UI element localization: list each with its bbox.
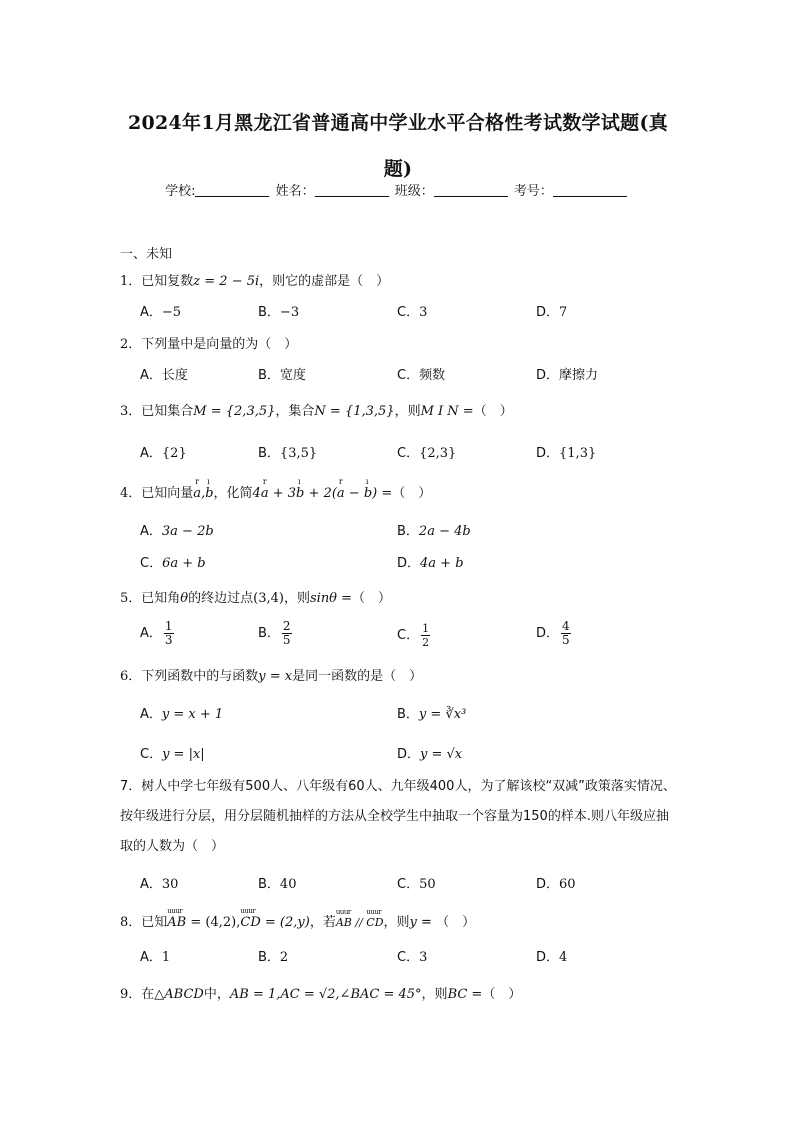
question-text: （ ） [352,591,392,606]
option-value: y = √x [420,747,463,762]
question-text: 的终边过点 [188,591,254,606]
option-c[interactable] [140,743,205,762]
question-5 [120,587,391,606]
option-a[interactable] [140,301,181,320]
option-value: 长度 [161,368,188,383]
vector-expression: 4r a + 3ı b + 2(r a − ı b) = [253,486,393,501]
question-text: 已知集合 [141,404,194,419]
option-b[interactable] [258,442,317,461]
option-label: D． [536,950,560,965]
option-value: 宽度 [279,368,306,383]
option-value: 40 [279,877,297,892]
student-info-line [0,180,794,199]
option-value: 50 [419,877,436,892]
option-value: y = x + 1 [161,707,224,722]
question-number: 8． [120,915,142,930]
question-text: ，化简 [213,486,253,501]
question-number: 6． [120,669,142,684]
option-label: A． [140,368,162,383]
question-text: ，集合 [275,404,315,419]
question-text: 已知复数 [141,274,194,289]
question-text: 已知 [141,915,168,930]
question-text: ，若 [309,915,336,930]
question-text: 下列函数中的与函数 [141,669,259,684]
option-label: A． [140,950,162,965]
option-value: {3,5} [279,446,318,461]
question-4 [120,482,431,501]
option-value: 60 [559,877,576,892]
question-text: ，则 [421,987,448,1002]
question-number: 4． [120,486,142,501]
option-b[interactable] [258,364,306,383]
option-b[interactable] [397,703,466,722]
question-9 [120,983,521,1002]
option-c[interactable] [397,301,427,320]
option-label: D． [397,556,421,571]
question-text: ，则它的虚部是（ ） [259,274,390,289]
option-label: A． [140,626,162,641]
option-value: 1 [161,950,171,965]
denominator: 5 [562,633,570,647]
vector-pair: r a,ı b [193,486,213,501]
option-b[interactable] [258,946,288,965]
option-d[interactable] [536,364,598,383]
question-number: 7． [120,779,142,794]
option-value: {1,3} [559,446,597,461]
question-math: (4,2), [205,915,241,930]
option-value: 7 [559,305,568,320]
option-label: A． [140,877,162,892]
option-b[interactable] [397,520,471,539]
question-text: （ ） [392,486,432,501]
option-a[interactable] [140,946,170,965]
question-text: 在 [141,987,155,1002]
question-number: 2． [120,337,142,352]
option-label: A． [140,446,162,461]
question-math: BC = [447,987,483,1002]
option-b[interactable] [258,873,296,892]
option-label: B． [397,524,419,539]
option-label: A． [140,305,162,320]
option-label: A． [140,524,162,539]
question-math: z = 2 − 5i [193,274,260,289]
option-c[interactable] [397,946,427,965]
option-label: D． [536,368,560,383]
option-label: B． [397,707,419,722]
option-label: C． [397,628,420,643]
denominator: 3 [164,633,173,647]
numerator: 1 [164,619,173,633]
question-math: θ [180,591,189,606]
option-label: D． [536,305,560,320]
numerator: 4 [562,619,570,633]
option-b[interactable] [258,620,294,647]
option-label: C． [397,950,420,965]
name-label: 姓名： [275,184,315,199]
question-text: 是同一函数的是（ ） [292,669,423,684]
question-number: 9． [120,987,142,1002]
section-heading: 一、未知 [120,247,173,262]
option-label: D． [536,446,560,461]
option-a[interactable] [140,703,223,722]
school-label: 学校: [165,184,196,199]
option-value: y = |x| [162,747,205,762]
option-label: D． [397,747,421,762]
question-7 [120,772,680,862]
option-label: C． [397,305,420,320]
option-c[interactable] [397,364,445,383]
option-label: C． [140,556,163,571]
parallel-condition: uuur AB // uuur CD [336,916,384,929]
question-math: △ABCD [154,987,204,1002]
question-3 [120,400,513,419]
question-math: y [409,915,417,930]
numerator: 1 [422,622,430,635]
question-8 [120,911,475,930]
option-label: B． [258,446,280,461]
question-text: = （ ） [416,915,476,930]
option-value: 4 [559,950,568,965]
option-value: 4a + b [420,556,464,571]
option-value: 3a − 2b [161,524,214,539]
option-a[interactable] [140,620,176,647]
option-d[interactable] [536,301,567,320]
question-math: sinθ = [309,591,353,606]
vector-ab: uuur AB = [167,915,205,930]
option-label: B． [258,626,280,641]
option-value: 频数 [419,368,446,383]
option-value: 3 [419,950,428,965]
option-c[interactable] [397,873,436,892]
school-field[interactable] [195,182,269,197]
class-field[interactable] [434,182,508,197]
question-text: ，则 [394,404,421,419]
option-value: −3 [279,305,300,320]
option-a[interactable] [140,364,188,383]
option-value: {2,3} [419,446,457,461]
question-6 [120,665,422,684]
question-text: ，则 [383,915,410,930]
option-value: 3 [419,305,428,320]
denominator: 2 [422,636,430,649]
option-d[interactable] [536,442,596,461]
question-math: N = {1,3,5} [314,404,395,419]
option-label: C． [397,877,420,892]
option-value: y = ∛x³ [418,707,467,722]
option-d[interactable] [536,620,573,647]
question-number: 3． [120,404,142,419]
name-field[interactable] [315,182,389,197]
option-label: B． [258,305,280,320]
question-math: (2,y) [279,915,310,930]
numerator: 2 [282,619,291,633]
question-math: M I N = [420,404,474,419]
question-math: AB = 1,AC = √2,∠BAC = 45° [229,987,422,1002]
option-label: D． [536,877,560,892]
option-a[interactable] [140,873,178,892]
option-d[interactable] [397,552,464,571]
option-c[interactable] [397,442,456,461]
fraction [282,620,292,647]
option-label: B． [258,950,280,965]
denominator: 5 [282,633,291,647]
option-d[interactable] [536,946,567,965]
vector-cd: uuur CD = [240,915,280,930]
question-number: 1． [120,274,142,289]
option-value: 摩擦力 [559,368,599,383]
question-text: ，则 [283,591,310,606]
class-label: 班级： [394,184,434,199]
option-d[interactable] [397,743,462,762]
option-label: D． [536,626,560,641]
exam-number-label: 考号： [513,184,553,199]
page-title: 2024年1月黑龙江省普通高中学业水平合格性考试数学试题(真题) [127,112,669,180]
option-a[interactable] [140,520,214,539]
fraction [421,622,430,649]
question-text: 下列量中是向量的为（ ） [141,337,298,352]
question-2 [120,333,297,352]
option-value: 30 [161,877,179,892]
option-label: A． [140,707,162,722]
question-text: 中， [203,987,230,1002]
question-text: 树人中学七年级有500人、八年级有60人、九年级400人，为了解该校“双减”政策落实情况、按年级进行分层，用分层随机抽样的方法从全校学生中抽取一个容量为150的样本.则八年级应抽取的人数为（ ） [120,779,676,854]
question-text: 已知向量 [141,486,194,501]
option-b[interactable] [258,301,299,320]
option-label: B． [258,877,280,892]
option-label: B． [258,368,280,383]
question-number: 5． [120,591,142,606]
option-d[interactable] [536,873,576,892]
question-text: （ ） [482,987,522,1002]
option-value: 6a + b [162,556,206,571]
option-label: C． [140,747,163,762]
option-value: −5 [161,305,182,320]
question-math: y = x [258,669,293,684]
option-value: 2a − 4b [418,524,471,539]
question-math: (3,4) [253,591,284,606]
option-c[interactable] [397,622,432,649]
question-text: 已知角 [141,591,181,606]
exam-number-field[interactable] [553,182,627,197]
option-label: C． [397,368,420,383]
option-label: C． [397,446,420,461]
option-value: 2 [279,950,289,965]
fraction [561,620,571,647]
question-1 [120,270,389,289]
question-math: M = {2,3,5} [193,404,276,419]
fraction [164,620,174,647]
option-a[interactable] [140,442,187,461]
option-value: {2} [161,446,187,461]
option-c[interactable] [140,552,206,571]
question-text: （ ） [473,404,513,419]
